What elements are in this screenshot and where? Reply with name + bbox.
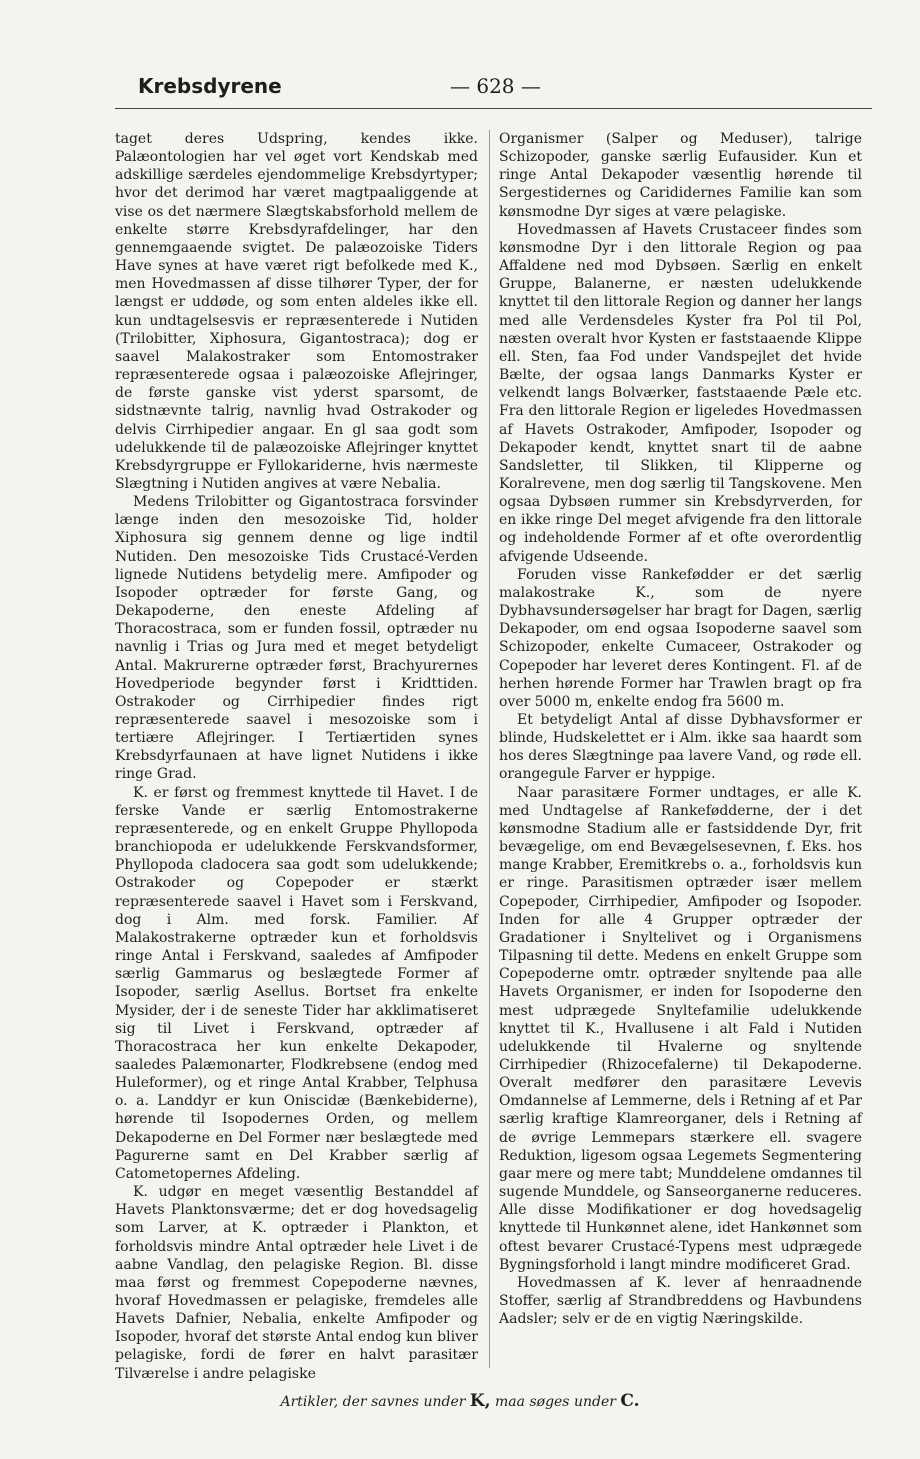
footer-letter-c: C. — [620, 1391, 640, 1411]
page-header — [115, 74, 872, 104]
left-paragraph-1: taget deres Udspring, kendes ikke. Palæontologien har vel øget vort Kendskab med adskillige særdeles ejendommelige Krebsdyrtyper; hvor det derimod har været magtpaaliggende at vise os det nærmere Slægtskabsforhold mellem de enkelte større Krebsdyrafdelinger, har den gennemgaaende svigtet. De palæozoiske Tiders Have synes at have været rigt befolkede med K., men Hovedmassen af disse tilhører Typer, der for længst er uddøde, og som enten aldeles ikke ell. kun undtagelsesvis er repræsenterede i Nutiden (Trilobitter, Xiphosura, Gigantostraca); dog er saavel Malakostraker som Entomostraker repræsenterede ogsaa i palæozoiske Aflejringer, de første ganske vist yderst sparsomt, de sidstnævnte talrig, navnlig hvad Ostrakoder og delvis Cirrhipedier angaar. En gl saa godt som udelukkende til de palæozoiske Aflejringer knyttet Krebsdyrgruppe er Fyllokariderne, hvis nærmeste Slægtning i Nutiden angives at være Nebalia. — [115, 131, 478, 492]
right-paragraph-4: Et betydeligt Antal af disse Dybhavsformer er blinde, Hudskelettet er i Alm. ikke saa haardt som hos deres Slægtninge paa lavere Vand, og røde ell. orangegule Farver er hyppige. — [499, 712, 862, 783]
right-paragraph-1: Organismer (Salper og Meduser), talrige Schizopoder, ganske særlig Eufausider. Kun et ringe Antal Dekapoder væsentlig hørende til Sergestidernes og Carididernes Familie kan som kønsmodne Dyr siges at være pelagiske. — [499, 131, 862, 220]
right-column — [499, 130, 862, 1328]
right-paragraph-6: Hovedmassen af K. lever af henraadnende Stoffer, særlig af Strandbreddens og Havbundens Aadsler; selv er de en vigtig Næringskilde. — [499, 1274, 862, 1328]
footer-text-b: maa søges under — [495, 1394, 616, 1410]
footer-letter-k: K, — [469, 1391, 491, 1411]
column-divider — [489, 130, 490, 1368]
running-title: Krebsdyrene — [138, 74, 282, 98]
right-paragraph-3: Foruden visse Rankefødder er det særlig malakostrake K., som de nyere Dybhavsundersøgelser har bragt for Dagen, særlig Dekapoder, om end ogsaa Isopoderne saavel som Schizopoder, enkelte Cumaceer, Ostrakoder og Copepoder har leveret deres Kontingent. Fl. af de herhen hørende Former har Trawlen bragt op fra over 5000 m, enkelte endog fra 5600 m. — [499, 566, 862, 710]
page-number: — 628 — — [450, 74, 541, 98]
left-paragraph-2: Medens Trilobitter og Gigantostraca forsvinder længe inden den mesozoiske Tid, holder Xiphosura sig gennem denne og lige indtil Nutiden. Den mesozoiske Tids Crustacé-Verden lignede Nutidens betydelig mere. Amfipoder og Isopoder optræder for første Gang, og Dekapoderne, den eneste Afdeling af Thoracostraca, som er funden fossil, optræder nu navnlig i Trias og Jura med et meget betydeligt Antal. Makrurerne optræder først, Brachyurernes Hovedperiode begynder først i Kridttiden. Ostrakoder og Cirrhipedier findes rigt repræsenterede saavel i mesozoiske som i tertiære Aflejringer. I Tertiærtiden synes Krebsdyrfaunaen at have lignet Nutidens i ikke ringe Grad. — [115, 494, 478, 783]
footer-note — [0, 1391, 920, 1411]
right-paragraph-2: Hovedmassen af Havets Crustaceer findes som kønsmodne Dyr i den littorale Region og paa Affaldene ned mod Dybsøen. Særlig en enkelt Gruppe, Balanerne, er næsten udelukkende knyttet til den littorale Region og danner her langs med alle Verdensdeles Kyster fra Pol til Pol, næsten overalt hvor Kysten er faststaaende Klippe ell. Sten, faa Fod under Vandspejlet det hvide Bælte, der ogsaa langs Danmarks Kyster er velkendt langs Bolværker, faststaaende Pæle etc. Fra den littorale Region er ligeledes Hovedmassen af Havets Ostrakoder, Amfipoder, Isopoder og Dekapoder kendt, knyttet snart til de aabne Sandsletter, til Slikken, til Klipperne og Koralrevene, men dog særlig til Tangskovene. Men ogsaa Dybsøen rummer sin Krebsdyrverden, for en ikke ringe Del meget afvigende fra den littorale og indeholdende Former af et ofte overordentlig afvigende Udseende. — [499, 221, 862, 565]
footer-text-a: Artikler, der savnes under — [280, 1394, 466, 1410]
right-paragraph-5: Naar parasitære Former undtages, er alle K. med Undtagelse af Rankefødderne, der i det kønsmodne Stadium alle er fastsiddende Dyr, frit bevægelige, om end Bevægelsesevnen, f. Eks. hos mange Krabber, Eremitkrebs o. a., forholdsvis kun er ringe. Parasitismen optræder især mellem Copepoder, Cirrhipedier, Amfipoder og Isopoder. Inden for alle 4 Grupper optræder der Gradationer i Snyltelivet og i Organismens Tilpasning til dette. Medens en enkelt Gruppe som Copepoderne omtr. optræder snyltende paa alle Havets Organismer, er inden for Isopoderne den mest udprægede Snyltefamilie udelukkende knyttet til K., Hvallusene i alt Fald i Nutiden udelukkende til Hvalerne og snyltende Cirrhipedier (Rhizocefalerne) til Dekapoderne. Overalt medfører den parasitære Levevis Omdannelse af Lemmerne, dels i Retning af et Par særlig kraftige Klamreorganer, dels i Retning af de øvrige Lemmepars stærkere ell. svagere Reduktion, ligesom ogsaa Legemets Segmentering gaar mere og mere tabt; Munddelene omdannes til sugende Munddele, og Sanseorganerne reduceres. Alle disse Modifikationer er dog hovedsagelig knyttede til Hunkønnet alene, idet Hankønnet som oftest bevarer Crustacé-Typens mest udprægede Bygningsforhold i langt mindre modificeret Grad. — [499, 784, 862, 1273]
header-rule — [115, 108, 872, 109]
left-paragraph-4: K. udgør en meget væsentlig Bestanddel af Havets Planktonsværme; det er dog hovedsagelig som Larver, at K. optræder i Plankton, et forholdsvis mindre Antal optræder hele Livet i de aabne Vandlag, den pelagiske Region. Bl. disse maa først og fremmest Copepoderne nævnes, hvoraf Hovedmassen er pelagiske, fremdeles alle Havets Dafnier, Nebalia, enkelte Amfipoder og Isopoder, hvoraf det største Antal endog kun bliver pelagiske, fordi de fører en halvt parasitær Tilværelse i andre pelagiske — [115, 1184, 478, 1382]
left-paragraph-3: K. er først og fremmest knyttede til Havet. I de ferske Vande er særlig Entomostrakerne repræsenterede, og en enkelt Gruppe Phyllopoda branchiopoda er udelukkende Ferskvandsformer, Phyllopoda cladocera saa godt som udelukkende; Ostrakoder og Copepoder er stærkt repræsenterede saavel i Havet som i Ferskvand, dog i Alm. med forsk. Familier. Af Malakostrakerne optræder kun et forholdsvis ringe Antal i Ferskvand, saaledes af Amfipoder særlig Gammarus og beslægtede Former af Isopoder, særlig Asellus. Bortset fra enkelte Mysider, der i de seneste Tider har akklimatiseret sig til Livet i Ferskvand, optræder af Thoracostraca her kun enkelte Dekapoder, saaledes Palæmonarter, Flodkrebsene (endog med Huleformer), og et ringe Antal Krabber, Telphusa o. a. Landdyr er kun Oniscidæ (Bænkebiderne), hørende til Isopodernes Orden, og mellem Dekapoderne en Del Former nær beslægtede med Pagurerne samt en Del Krabber særlig af Catometopernes Afdeling. — [115, 784, 478, 1182]
left-column — [115, 130, 478, 1383]
